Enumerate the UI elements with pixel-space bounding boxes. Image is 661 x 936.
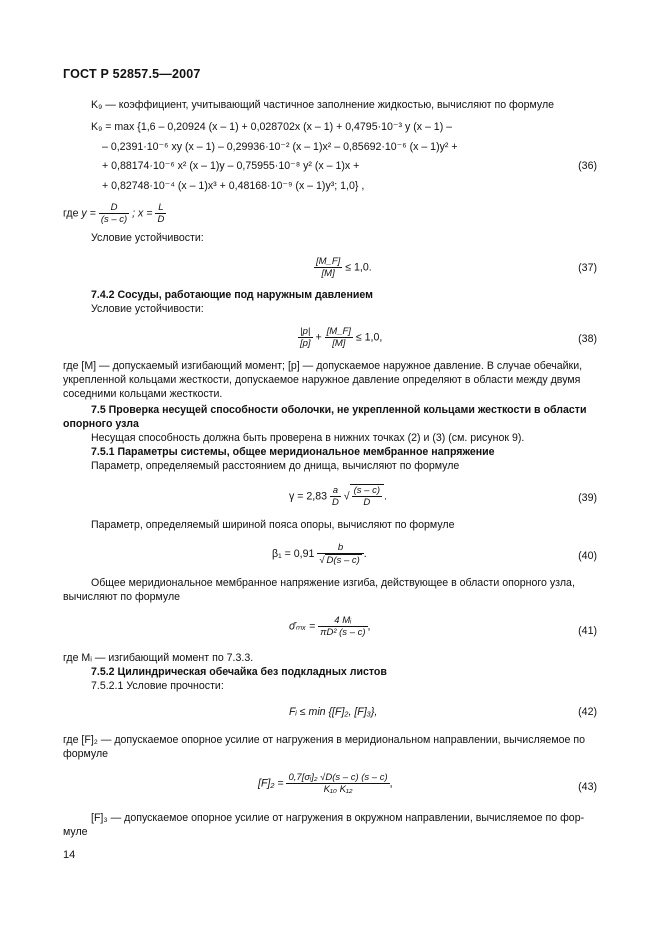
page-number: 14 xyxy=(63,849,76,861)
where-F2-line-1: где [F]₂ — допускаемое опорное усилие от нагружения в меридиональном направлении, вычисляемое по xyxy=(63,734,585,746)
x-numerator: L xyxy=(155,202,166,214)
f41-denominator: πD² (s – c) xyxy=(320,627,366,638)
equation-number-36: (36) xyxy=(578,160,597,172)
k9-formula-line-1: K₉ = max {1,6 – 0,20924 (x – 1) + 0,028702x (x – 1) + 0,4795·10⁻³ y (x – 1) – xyxy=(91,121,453,133)
equation-number-38: (38) xyxy=(578,333,597,345)
f40-numerator: b xyxy=(317,542,363,554)
f43-lhs: [F]₂ = xyxy=(258,777,284,790)
where-F2-line-2: формуле xyxy=(63,748,109,760)
f39-fraction-a xyxy=(330,485,341,508)
page-header: ГОСТ Р 52857.5—2007 xyxy=(63,67,201,81)
k9-formula-line-2: – 0,2391·10⁻⁶ xy (x – 1) – 0,29936·10⁻² (x – 1)x² – 0,85692·10⁻⁶ (x – 1)y² + xyxy=(102,141,458,153)
where-M-line-3: соседними кольцами жесткости. xyxy=(63,388,223,400)
f39-a: a xyxy=(330,485,341,497)
section-7-5-2: 7.5.2 Цилиндрическая обечайка без подкладных листов xyxy=(91,666,387,678)
equation-number-41: (41) xyxy=(578,625,597,637)
meridional-text-line-1: Общее меридиональное мембранное напряжение изгиба, действующее в области опорного узла, xyxy=(91,577,575,589)
f40-sqrt: D(s – c) xyxy=(326,555,360,566)
stability-condition-1: Условие устойчивости: xyxy=(91,232,204,244)
f37-denominator: [M] xyxy=(321,268,335,279)
equation-number-40: (40) xyxy=(578,550,597,562)
f43-fraction xyxy=(286,772,389,795)
f39-D: D xyxy=(331,497,339,508)
param-gamma-text: Параметр, определяемый расстоянием до днища, вычисляют по формуле xyxy=(91,460,460,472)
f38-denominator-1: [p] xyxy=(300,338,311,349)
f38-numerator-1: |p| xyxy=(298,326,313,338)
f38-numerator-2: [M_F] xyxy=(326,326,351,337)
where-M-line-1: где [M] — допускаемый изгибающий момент; [p] — допускаемое наружное давление. В случае обечайки, xyxy=(63,360,583,372)
y-label: y = xyxy=(81,207,96,220)
f38-plus: + xyxy=(315,331,322,344)
x-fraction xyxy=(155,202,166,225)
f43-denominator: K₁₀ K₁₂ xyxy=(323,784,353,795)
f41-numerator: 4 Mᵢ xyxy=(318,615,367,627)
formula-37 xyxy=(314,256,372,279)
f41-lhs: σ̄ₘₓ = xyxy=(289,620,316,633)
f38-fraction-2 xyxy=(325,326,353,349)
f39-s-numerator: (s – c) xyxy=(353,485,380,496)
f39-fraction-s xyxy=(352,485,382,508)
f39-s-denominator: D xyxy=(363,497,371,508)
f37-rest: ≤ 1,0. xyxy=(345,261,372,274)
f37-numerator: [M_F] xyxy=(316,256,341,267)
where-M-line-2: укрепленной кольцами жесткости, допускаемое наружное давление определяют в области между двумя xyxy=(63,374,581,386)
where-F3-line-1: [F]₃ — допускаемое опорное усилие от нагружения в окружном направлении, вычисляемое по фор- xyxy=(91,812,585,824)
f38-fraction-1 xyxy=(298,326,313,349)
k9-formula-line-3: + 0,88174·10⁻⁶ x² (x – 1)y – 0,75955·10⁻⁸ y² (x – 1)x + xyxy=(102,160,360,172)
formula-40: β₁ = 0,91 $\frac{b}{√ D(s - c)}$ . xyxy=(272,542,367,566)
stability-condition-2: Условие устойчивости: xyxy=(91,303,204,315)
where-label: где xyxy=(63,207,79,220)
f40-lhs: β₁ = 0,91 xyxy=(272,547,315,560)
k9-formula-line-4: + 0,82748·10⁻⁴ (x – 1)x³ + 0,48168·10⁻⁹ (x – 1)y³; 1,0} , xyxy=(102,180,365,192)
section-7-5-line-2: опорного узла xyxy=(63,418,139,430)
formula-42: Fᵢ ≤ min {[F]₂, [F]₃}, xyxy=(289,706,378,718)
f40-denominator: √ D(s – c) xyxy=(319,555,360,566)
section-7-5-line-1: 7.5 Проверка несущей способности оболочки, не укрепленной кольцами жесткости в области xyxy=(91,404,587,416)
x-label: ; x = xyxy=(132,207,153,220)
equation-number-37: (37) xyxy=(578,262,597,274)
f39-sqrt xyxy=(350,484,384,508)
y-denominator: (s – c) xyxy=(100,214,128,225)
f43-numerator: 0,7[σᵢ]₂ √D(s – c) (s – c) xyxy=(288,772,388,783)
where-x-y xyxy=(63,202,166,225)
where-F3-line-2: муле xyxy=(63,826,88,838)
formula-43: [F]₂ = $\frac{\text{0,7[σᵢ]₂ √D(s – c) (s – c)}}{\text{K₁₀ K₁₂}}$ , xyxy=(258,772,393,795)
y-fraction xyxy=(99,202,129,225)
f37-fraction xyxy=(314,256,342,279)
f38-rest: ≤ 1,0, xyxy=(355,331,383,344)
f41-fraction xyxy=(318,615,367,638)
formula-39: γ = 2,83 $\frac{a}{D}$ √ $\frac{(s - c)}{D}$ . xyxy=(289,485,387,508)
bearing-capacity-text: Несущая способность должна быть проверена в нижних точках (2) и (3) (см. рисунок 9). xyxy=(91,432,525,444)
where-Mi: где Mᵢ — изгибающий момент по 7.3.3. xyxy=(63,652,254,664)
equation-number-39: (39) xyxy=(578,492,597,504)
section-7-4-2: 7.4.2 Сосуды, работающие под наружным давлением xyxy=(91,289,373,301)
x-denominator: D xyxy=(157,214,165,225)
formula-41: σ̄ₘₓ = $\frac{\text{4 Mᵢ}}{\text{πD² (s – c)}}$ , xyxy=(289,615,371,638)
equation-number-42: (42) xyxy=(578,706,597,718)
meridional-text-line-2: вычисляют по формуле xyxy=(63,591,181,603)
equation-number-43: (43) xyxy=(578,781,597,793)
k9-intro: K₉ — коэффициент, учитывающий частичное заполнение жидкостью, вычисляют по формуле xyxy=(91,99,555,111)
f39-lhs: γ = 2,83 xyxy=(289,490,327,503)
section-7-5-2-1: 7.5.2.1 Условие прочности: xyxy=(91,680,224,692)
f38-denominator-2: [M] xyxy=(332,338,346,349)
formula-38 xyxy=(298,326,382,349)
param-beta-text: Параметр, определяемый шириной пояса опоры, вычисляют по формуле xyxy=(91,519,455,531)
section-7-5-1: 7.5.1 Параметры системы, общее меридиональное мембранное напряжение xyxy=(91,446,495,458)
f40-fraction xyxy=(317,542,363,566)
y-numerator: D xyxy=(99,202,129,214)
